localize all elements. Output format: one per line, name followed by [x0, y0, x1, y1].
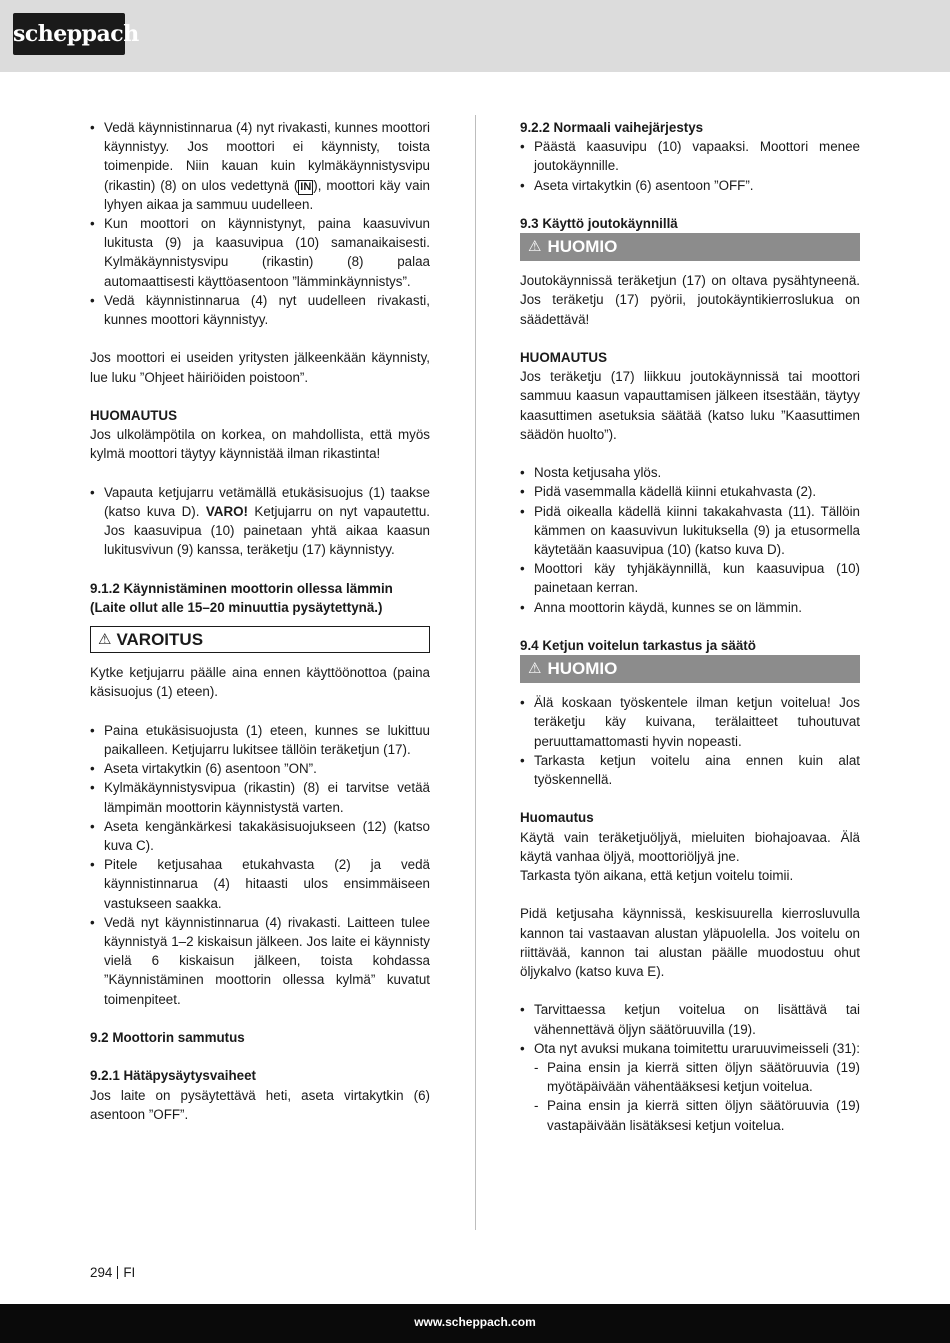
list-item: - Paina ensin ja kierrä sitten öljyn säätöruuvia (19) myötäpäivään vähentääksesi ketjun voitelua. [520, 1058, 860, 1096]
idle-bullets [520, 463, 860, 617]
list-item: • Vapauta ketjujarru vetämällä etukäsisuojus (1) taakse (katso kuva D). VARO! Ketjujarru on nyt vapautettu. Jos kaasuvipua (10) painetaan yhtä aikaa kaasun lukitusvivun (9) kanssa, teräketju (17) käynnistyy. [90, 483, 430, 560]
list-item: • Aseta kengänkärkesi takakäsisuojukseen (12) (katso kuva C). [90, 817, 430, 855]
list-item: • Aseta virtakytkin (6) asentoon ”OFF”. [520, 176, 860, 195]
emergency-stop-text: Jos laite on pysäytettävä heti, aseta virtakytkin (6) asentoon ”OFF”. [90, 1087, 430, 1122]
list-item: • Nosta ketjusaha ylös. [520, 463, 860, 482]
section-heading-9-1-2: 9.1.2 Käynnistäminen moottorin ollessa lämmin (Laite ollut alle 15–20 minuuttia pysäytettynä.) [90, 580, 393, 616]
adjustment-sub-bullets [520, 1058, 860, 1135]
warning-box [90, 626, 430, 653]
warning-triangle-icon: ⚠ [528, 238, 542, 256]
column-divider [475, 115, 476, 1230]
website-link[interactable]: www.scheppach.com [414, 1315, 536, 1329]
warning-label: VAROITUS [116, 629, 204, 649]
section-heading-9-3: 9.3 Käyttö joutokäynnillä [520, 216, 678, 231]
note-text: Jos ulkolämpötila on korkea, on mahdollista, että myös kylmä moottori täytyy käynnistää ilman rikastinta! [90, 427, 430, 462]
note-text: Käytä vain teräketjuöljyä, mieluiten biohajoavaa. Älä käytä vanhaa öljyä, moottoriöljyä jne. [520, 829, 860, 864]
caution-box [520, 655, 860, 683]
caution-label: HUOMIO [547, 659, 618, 679]
lubrication-bullets [520, 693, 860, 789]
left-column [90, 118, 430, 1124]
section-heading-9-2-2: 9.2.2 Normaali vaihejärjestys [520, 120, 704, 135]
warning-triangle-icon: ⚠ [528, 660, 542, 678]
warning-triangle-icon: ⚠ [98, 630, 112, 648]
adjustment-bullets [520, 1000, 860, 1058]
note-heading: HUOMAUTUS [90, 408, 178, 424]
list-item: • Tarkasta ketjun voitelu aina ennen kuin alat työskennellä. [520, 751, 860, 789]
caution-label: HUOMIO [547, 237, 618, 257]
caution-word: VARO! [205, 504, 248, 520]
right-column [520, 118, 860, 1135]
list-item: • Pidä vasemmalla kädellä kiinni etukahvasta (2). [520, 482, 860, 501]
separator [117, 1266, 118, 1279]
list-item: • Kylmäkäynnistysvipua (rikastin) (8) ei tarvitse vetää lämpimän moottorin käynnistystä varten. [90, 778, 430, 816]
lubrication-test-paragraph: Pidä ketjusaha käynnissä, keskisuurella kierrosluvulla kannon tai vastaavan alustan yläpuolella. Jos voitelu on riittävää, kannon tai alustan päälle muodostuu ohut öljykalvo (katso kuva E). [520, 906, 860, 980]
list-item: • Aseta virtakytkin (6) asentoon ”ON”. [90, 759, 430, 778]
list-item: • Vedä nyt käynnistinnarua (4) rivakasti. Laitteen tulee käynnistyä 1–2 kiskaisun jälkeen. Jos laite ei käynnisty vielä 6 kiskaisun jälkeen, toista kohdassa ”Käynnistäminen moottorin ollessa kylmä” kuvatut toimenpiteet. [90, 913, 430, 1009]
list-item: • Paina etukäsisuojusta (1) eteen, kunnes se lukittuu paikalleen. Ketjujarru lukitsee tällöin teräketjun (17). [90, 721, 430, 759]
list-item: • Vedä käynnistinnarua (4) nyt rivakasti, kunnes moottori käynnistyy. Jos moottori ei käynnisty, toista toimenpide. Niin kauan kuin kylmäkäynnistysvipu (rikastin) (8) on ulos vedettynä ( IN ), moottori käy vain lyhyen aikaa ja sammuu uudelleen. [90, 118, 430, 214]
section-heading-9-2: 9.2 Moottorin sammutus [90, 1030, 245, 1046]
list-item: • Vedä käynnistinnarua (4) nyt uudelleen rivakasti, kunnes moottori käynnistyy. [90, 291, 430, 329]
list-item: • Pitele ketjusahaa etukahvasta (2) ja vedä käynnistinnarua (4) hitaasti ulos ensimmäiseen vastukseen saakka. [90, 855, 430, 913]
section-heading-9-4: 9.4 Ketjun voitelun tarkastus ja säätö [520, 638, 756, 654]
normal-stop-bullets [520, 137, 860, 195]
note-heading: HUOMAUTUS [520, 350, 608, 365]
note-text: Jos teräketju (17) liikkuu joutokäynnissä tai moottori sammuu kaasun vapauttamisen jälkeen itsestään, täytyy kaasuttimen asetuksia säätää (katso luku ”Kaasuttimen säädön huolto”). [520, 369, 860, 442]
note-heading: Huomautus [520, 810, 594, 826]
section-heading-9-2-1: 9.2.1 Hätäpysäytysvaiheet [90, 1068, 256, 1084]
list-item: • Älä koskaan työskentele ilman ketjun voitelua! Jos teräketju käy kuivana, terälaitteet tuhoutuvat peruuttamattomasti hyvin nopeasti. [520, 693, 860, 751]
idle-caution-text: Joutokäynnissä teräketjun (17) on oltava pysähtyneenä. Jos teräketju (17) pyörii, joutokäyntikierroslukua on säädettävä! [520, 273, 860, 327]
note-text: Tarkasta työn aikana, että ketjun voitelu toimii. [520, 868, 794, 884]
cold-start-bullets [90, 118, 430, 329]
list-item: • Kun moottori on käynnistynyt, paina kaasuvivun lukitusta (9) ja kaasuvipua (10) samanaikaisesti. Kylmäkäynnistysvipu (rikastin) (8) palaa automaattisesti käyttöasentoon ”lämminkäynnistys”. [90, 214, 430, 291]
list-item: • Anna moottorin käydä, kunnes se on lämmin. [520, 598, 860, 617]
language-code: FI [123, 1265, 136, 1280]
list-item: • Moottori käy tyhjäkäynnillä, kun kaasuvipua (10) painetaan kerran. [520, 559, 860, 597]
list-item: • Tarvittaessa ketjun voitelua on lisättävä tai vähennettävä öljyn säätöruuvilla (19). [520, 1000, 860, 1038]
brake-release-bullets [90, 483, 430, 560]
brand-logo: scheppach [13, 13, 125, 55]
failed-start-paragraph: Jos moottori ei useiden yritysten jälkeenkään käynnisty, lue luku ”Ohjeet häiriöiden poistoon”. [90, 350, 430, 385]
warning-text: Kytke ketjujarru päälle aina ennen käyttöönottoa (paina käsisuojus (1) eteen). [90, 665, 430, 700]
page-number: 294 FI [90, 1265, 136, 1280]
list-item: • Pidä oikealla kädellä kiinni takakahvasta (11). Tällöin kämmen on kaasuvivun lukituksella (9) ja etusormella käytetään kaasuvipua (10) (katso kuva D). [520, 502, 860, 560]
list-item: • Ota nyt avuksi mukana toimitettu uraruuvimeisseli (31): [520, 1039, 860, 1058]
warm-start-bullets [90, 721, 430, 1009]
list-item: • Päästä kaasuvipu (10) vapaaksi. Moottori menee joutokäynnille. [520, 137, 860, 175]
page-header [0, 0, 950, 72]
caution-box [520, 233, 860, 261]
list-item: - Paina ensin ja kierrä sitten öljyn säätöruuvia (19) vastapäivään lisätäksesi ketjun voitelua. [520, 1096, 860, 1134]
choke-lever-icon: IN [300, 180, 312, 193]
